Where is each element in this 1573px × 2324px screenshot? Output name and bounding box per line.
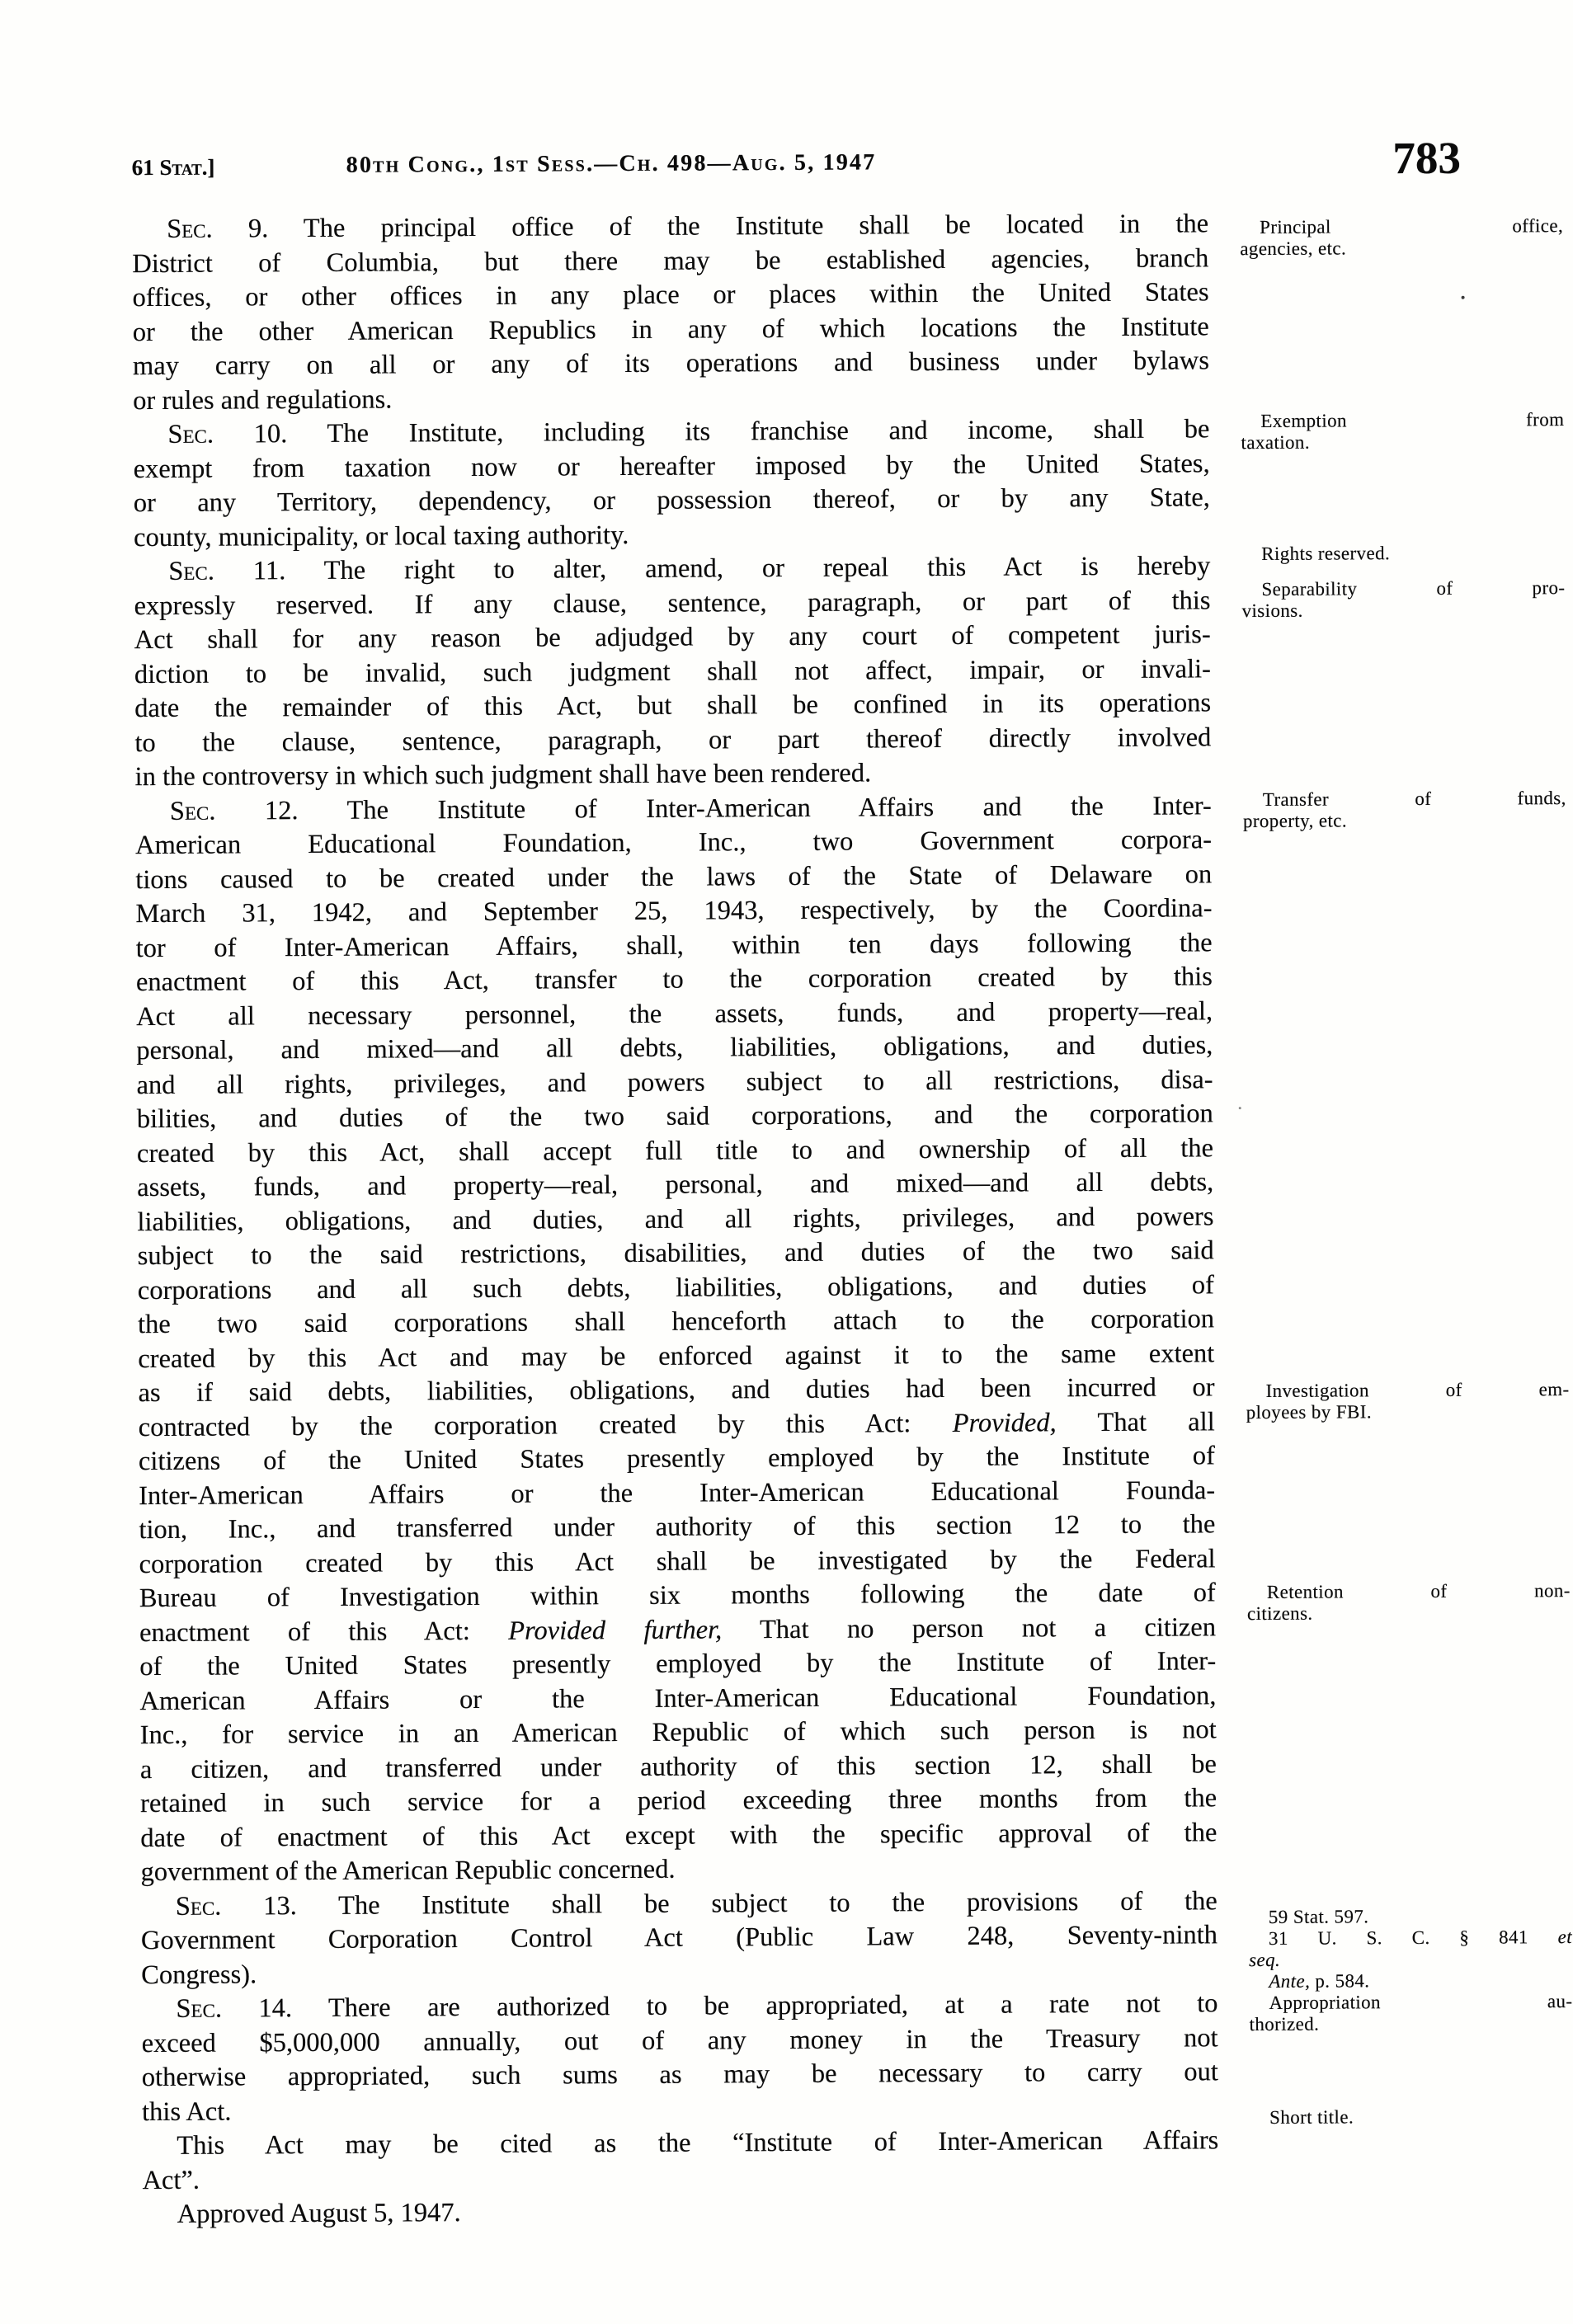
margin-note-fbi-investigation [1246,1379,1569,1423]
margin-note-separability [1241,577,1565,622]
body-line: Act”. [142,2165,200,2195]
body-line: contracted by the corporation created by this Act: Provided, That all [138,1406,1215,1442]
body-line: Sec. 10. The Institute, including its franchise and income, shall be [167,414,1210,449]
body-line: tion, Inc., and transferred under authority of this section 12 to the [139,1509,1216,1545]
page-number: 783 [1392,132,1462,184]
small-caps-text: Sec. [176,1993,223,2024]
body-line: and all rights, privileges, and powers subject to all restrictions, disa- [136,1064,1213,1100]
note-line: Principal office, [1260,215,1564,238]
body-line: personal, and mixed—and all debts, liabilities, obligations, and duties, [136,1030,1213,1066]
italic-text: Provided, [952,1407,1057,1438]
note-line: Rights reserved. [1261,543,1391,564]
body-line: Act all necessary personnel, the assets, funds, and property—real, [136,995,1213,1032]
body-line: may carry on all or any of its operations and business under bylaws [132,346,1210,382]
note-line: 31 U. S. C. § 841 et [1268,1926,1573,1949]
paragraph-sec-9 [132,207,1209,418]
body-line: tor of Inter-American Affairs, shall, within ten days following the [135,927,1213,963]
paragraph-sec-14 [141,1987,1218,2129]
small-caps-text: Sec. [167,214,213,244]
body-line: This Act may be cited as the “Institute of Inter-American Affairs [177,2125,1219,2161]
body-line: District of Columbia, but there may be established agencies, branch [132,242,1209,279]
body-line: enactment of this Act, transfer to the corporation created by this [135,962,1213,998]
body-line: Sec. 9. The principal office of the Institute shall be located in the [167,209,1209,244]
body-line: created by this Act and may be enforced against it to the same extent [138,1338,1215,1374]
body-line: Government Corporation Control Act (Public Law 248, Seventy-ninth [140,1920,1218,1956]
body-line: bilities, and duties of the two said corporations, and the corporation [136,1098,1213,1135]
margin-note-rights-reserved [1241,542,1565,565]
body-line: offices, or other offices in any place or places within the United States [132,277,1209,313]
margin-note-appropriation-authorized [1249,1991,1572,2035]
body-line: American Affairs or the Inter-American Educational Foundation, [139,1680,1217,1716]
note-line: 59 Stat. 597. [1268,1906,1369,1927]
body-line: to the clause, sentence, paragraph, or part thereof directly involved [134,722,1212,758]
volume-citation [132,155,215,181]
body-line: a citizen, and transferred under authority of this section 12, shall be [139,1748,1217,1785]
paragraph-short-title [142,2124,1218,2198]
body-line: Bureau of Investigation within six months following the date of [139,1578,1216,1614]
body-line: exceed $5,000,000 annually, out of any money in the Treasury not [141,2022,1218,2058]
body-line: Act shall for any reason be adjudged by any court of competent juris- [134,619,1211,656]
note-line [1249,1948,1572,1971]
margin-note-short-title-note [1250,2105,1573,2129]
body-line: citizens of the United States presently employed by the Institute of [138,1441,1216,1477]
body-line: subject to the said restrictions, disabilities, and duties of the two said [137,1235,1214,1272]
small-caps-text: Sec. [167,419,214,449]
body-line: created by this Act, shall accept full title to and ownership of all the [136,1132,1214,1169]
small-caps-text: Sec. [168,556,214,586]
body-line: retained in such service for a period exceeding three months from the [140,1783,1217,1819]
margin-note-usc-citation [1249,1926,1572,1971]
body-line: date the remainder of this Act, but shall be confined in its operations [134,688,1212,724]
note-line: visions. [1241,600,1303,621]
body-line: assets, funds, and property—real, personal, and mixed—and all debts, [137,1167,1214,1203]
italic-text: seq. [1249,1949,1281,1971]
body-line: Sec. 14. There are authorized to be appropriated, at a rate not to [176,1988,1218,2024]
paragraph-sec-11 [134,549,1212,794]
body-line: the two said corporations shall henceforth attach to the corporation [137,1304,1215,1340]
body-line: Sec. 12. The Institute of Inter-American Affairs and the Inter- [169,790,1212,826]
paragraph-sec-12 [135,789,1217,1890]
small-caps-text: Sec. [169,796,216,826]
body-line: tions caused to be created under the laws of the State of Delaware on [135,859,1213,895]
note-line: Retention of non- [1266,1580,1571,1602]
body-line: county, municipality, or local taxing authority. [133,520,629,553]
small-caps-text: 80th Cong., 1st Sess.—Ch. 498—Aug. 5, 1947 [346,149,877,178]
body-line: Inc., for service in an American Republic of which such person is not [139,1715,1217,1751]
small-caps-text: Sec. [175,1891,222,1922]
body-line: this Act. [141,2096,232,2127]
body-line: Approved August 5, 1947. [177,2198,461,2229]
body-line: as if said debts, liabilities, obligations, and duties had been incurred or [138,1372,1215,1409]
ink-speck [1239,1107,1241,1109]
note-line: Investigation of em- [1265,1379,1570,1401]
margin-note-principal-office [1240,215,1563,260]
body-line: or rules and regulations. [133,383,393,416]
body-line: liabilities, obligations, and duties, and all rights, privileges, and powers [137,1201,1214,1237]
body-line: Sec. 13. The Institute shall be subject to the provisions of the [175,1885,1217,1922]
body-line: date of enactment of this Act except with the specific approval of the [140,1817,1217,1853]
margin-note-retention-noncitizens [1247,1580,1571,1625]
note-line: thorized. [1249,2013,1320,2035]
body-line: diction to be invalid, such judgment shall not affect, impair, or invali- [134,653,1212,689]
body-line: corporations and all such debts, liabilities, obligations, and duties of [137,1269,1214,1305]
note-line: citizens. [1246,1602,1313,1625]
act-body-text [132,207,1219,2232]
body-line: exempt from taxation now or hereafter imposed by the United States, [133,448,1210,484]
margin-note-transfer-funds [1243,788,1566,832]
italic-text: et [1557,1926,1573,1948]
note-line: Exemption from [1260,409,1565,431]
body-line: Inter-American Affairs or the Inter-American Educational Founda- [139,1475,1216,1511]
paragraph-sec-10 [133,412,1210,555]
body-line: expressly reserved. If any clause, sentence, paragraph, or part of this [134,585,1211,621]
margin-note-exemption-taxation [1241,409,1564,454]
note-line: Appropriation au- [1269,1991,1573,2013]
note-line: ployees by FBI. [1246,1401,1373,1423]
note-line: property, etc. [1242,809,1348,831]
note-line: Short title. [1269,2106,1354,2128]
note-line: Ante, p. 584. [1269,1970,1370,1992]
note-line: agencies, etc. [1240,238,1347,260]
body-line: in the controversy in which such judgment shall have been rendered. [134,758,872,793]
paragraph-sec-13 [141,1884,1218,1992]
small-caps-text: 61 Stat.] [131,154,215,181]
note-line: Separability of pro- [1261,576,1566,600]
body-line: enactment of this Act: Provided further, That no person not a citizen [139,1611,1217,1648]
margin-note-stat-citation [1249,1905,1572,1928]
body-line: of the United States presently employed by the Institute of Inter- [139,1646,1217,1682]
italic-text: Provided further, [508,1614,723,1646]
body-line: corporation created by this Act shall be investigated by the Federal [139,1543,1216,1579]
session-heading [346,149,877,178]
ink-speck [1462,296,1465,299]
body-line: Congress). [141,1959,257,1990]
body-line: government of the American Republic concerned. [140,1854,676,1888]
body-line: American Educational Foundation, Inc., two Government corpora- [134,825,1213,861]
paragraph-approval [143,2192,1219,2232]
body-line: or the other American Republics in any of which locations the Institute [132,311,1209,347]
note-line: taxation. [1241,431,1311,454]
body-line: Sec. 11. The right to alter, amend, or repeal this Act is hereby [168,551,1211,586]
note-line: Transfer of funds, [1262,787,1566,810]
body-line: or any Territory, dependency, or possession thereof, or by any State, [133,482,1210,519]
body-line: otherwise appropriated, such sums as may be necessary to carry out [141,2057,1218,2093]
page-header [0,0,1572,184]
body-line: March 31, 1942, and September 25, 1943, respectively, by the Coordina- [135,893,1213,929]
margin-note-ante-citation [1249,1969,1572,1992]
italic-text: Ante, [1269,1970,1311,1992]
